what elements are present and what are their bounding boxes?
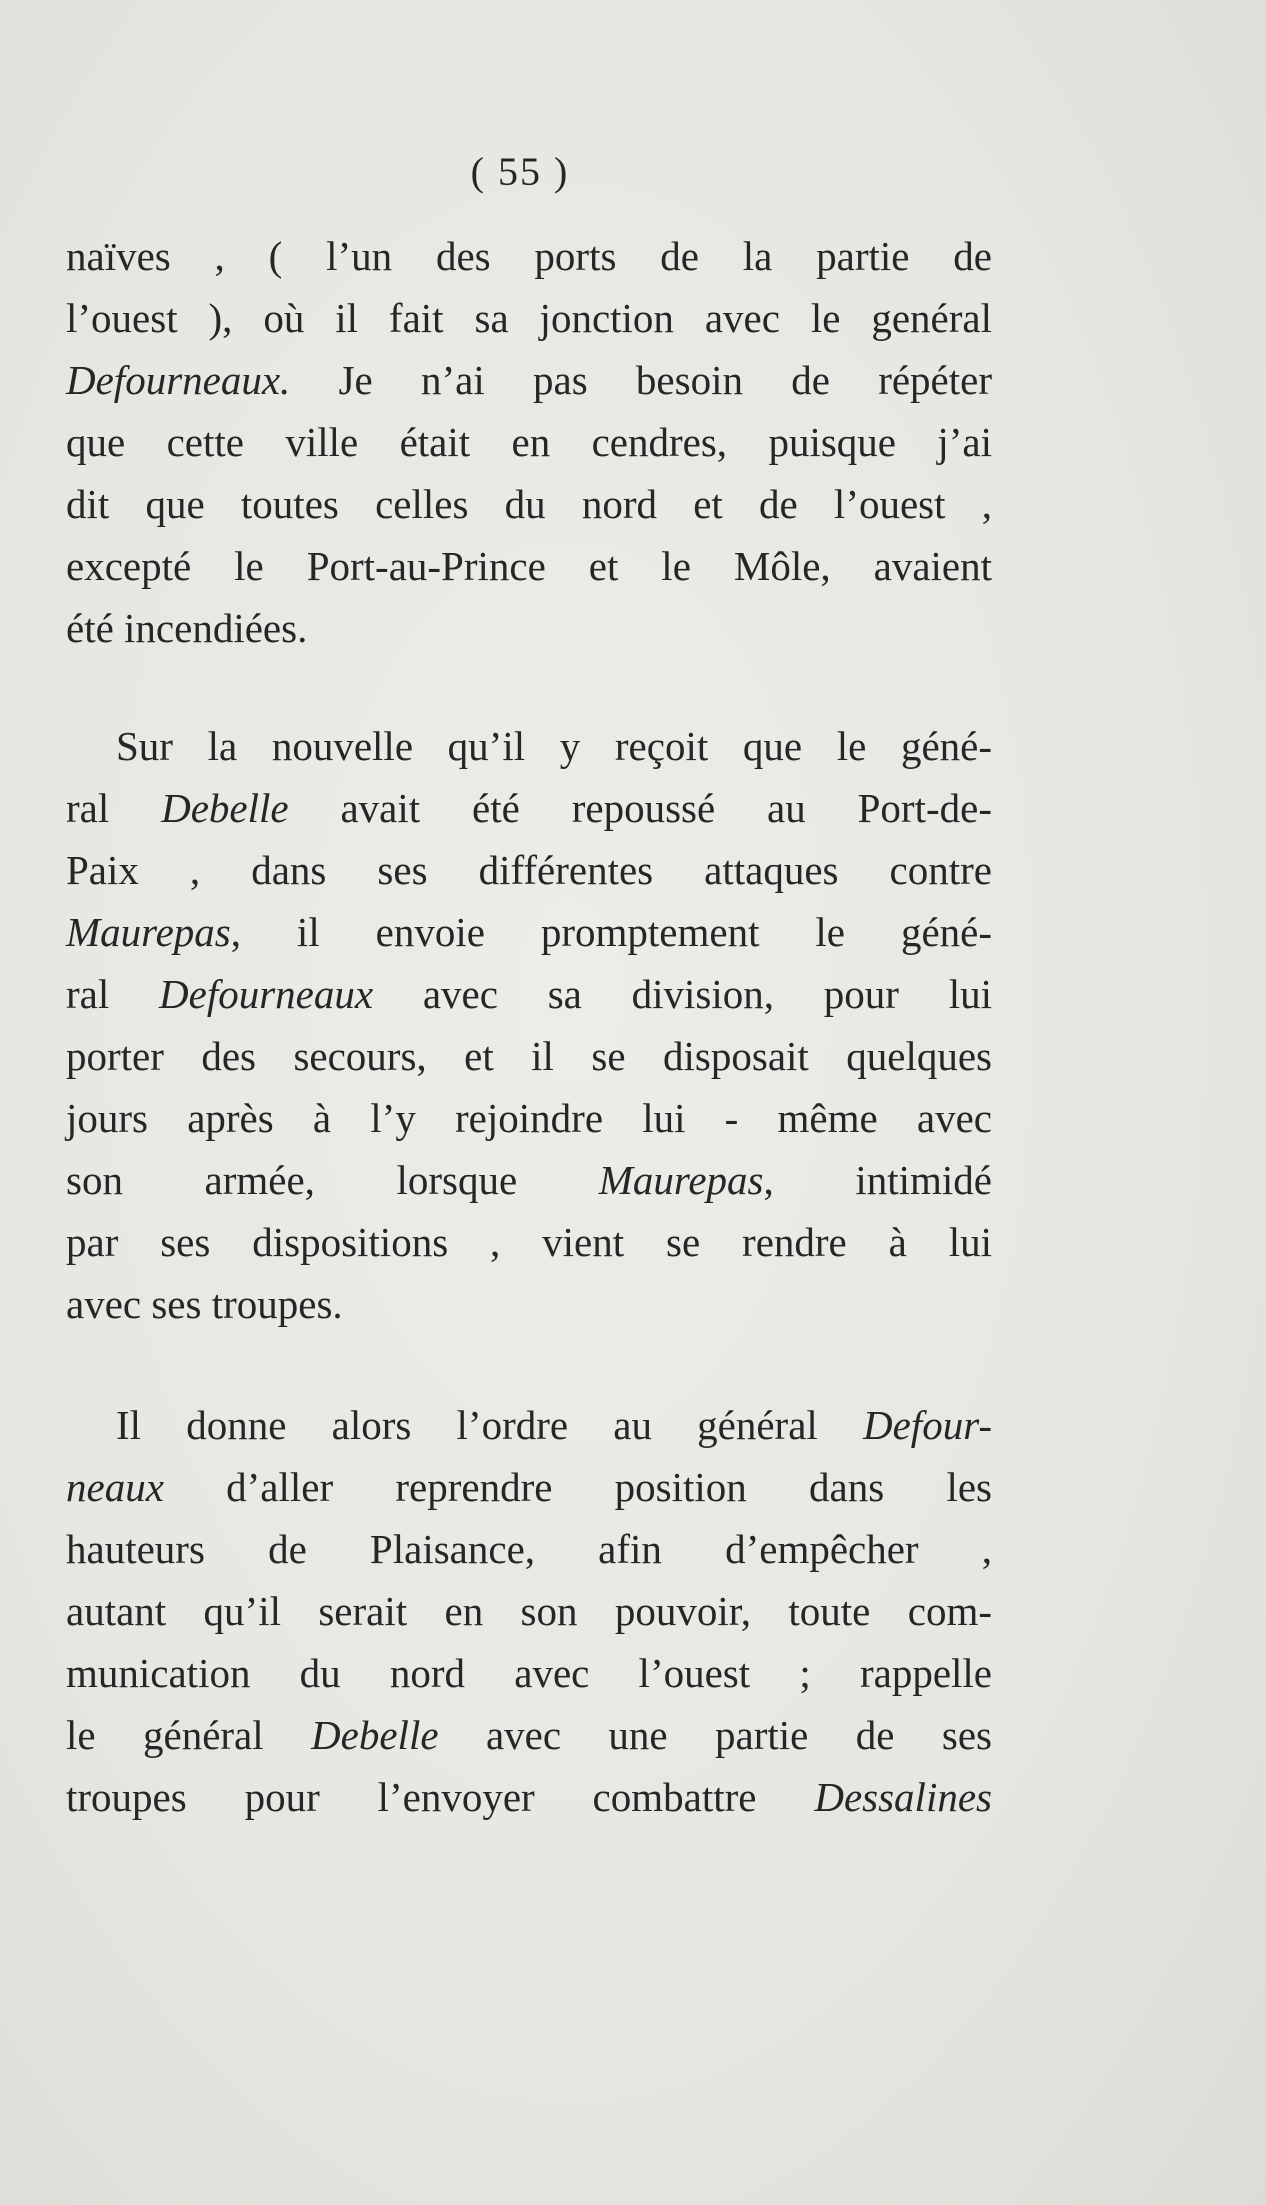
text-segment: avec une partie de ses bbox=[438, 1712, 992, 1758]
text-segment: munication du nord avec l’ouest ; rappelle bbox=[66, 1650, 992, 1696]
text-line bbox=[66, 1025, 992, 1087]
text-line bbox=[66, 1642, 992, 1704]
text-segment: excepté le Port-au-Prince et le Môle, avaient bbox=[66, 543, 992, 589]
page-number: ( 55 ) bbox=[470, 149, 570, 194]
text-segment: porter des secours, et il se disposait quelques bbox=[66, 1033, 992, 1079]
italic-name: Maurepas bbox=[598, 1157, 764, 1203]
text-line bbox=[66, 777, 992, 839]
text-segment: son armée, lorsque bbox=[66, 1157, 599, 1203]
text-segment: été incendiées. bbox=[66, 605, 308, 651]
text-line bbox=[66, 901, 992, 963]
text-line bbox=[66, 473, 992, 535]
text-line bbox=[66, 1580, 992, 1642]
italic-name: neaux bbox=[66, 1464, 164, 1510]
italic-name: Dessalines bbox=[814, 1774, 992, 1820]
text-segment: Sur la nouvelle qu’il y reçoit que le géné- bbox=[116, 723, 992, 769]
text-segment: troupes pour l’envoyer combattre bbox=[66, 1774, 815, 1820]
text-segment: que cette ville était en cendres, puisque j’ai bbox=[66, 419, 992, 465]
text-segment: d’aller reprendre position dans les bbox=[163, 1464, 992, 1510]
text-line bbox=[66, 839, 992, 901]
text-segment: jours après à l’y rejoindre lui - même avec bbox=[66, 1095, 992, 1141]
text-segment: avec ses troupes. bbox=[66, 1281, 343, 1327]
text-segment: naïves , ( l’un des ports de la partie de bbox=[66, 233, 992, 279]
text-segment: le général bbox=[66, 1712, 312, 1758]
text-line bbox=[66, 963, 992, 1025]
text-line bbox=[66, 1394, 992, 1456]
text-line bbox=[66, 411, 992, 473]
text-line bbox=[66, 287, 992, 349]
italic-name: Defour- bbox=[863, 1402, 992, 1448]
text-line bbox=[66, 225, 992, 287]
text-line bbox=[66, 1766, 992, 1828]
italic-name: Defourneaux bbox=[159, 971, 374, 1017]
text-segment: dit que toutes celles du nord et de l’ouest , bbox=[66, 481, 992, 527]
text-line bbox=[66, 1456, 992, 1518]
italic-name: Debelle bbox=[161, 785, 289, 831]
text-segment: Il donne alors l’ordre au général bbox=[116, 1402, 863, 1448]
text-segment: ral bbox=[66, 785, 162, 831]
text-segment: Je n’ai pas besoin de répéter bbox=[290, 357, 992, 403]
text-line bbox=[66, 1704, 992, 1766]
text-line bbox=[66, 535, 992, 597]
text-segment: hauteurs de Plaisance, afin d’empêcher , bbox=[66, 1526, 992, 1572]
text-line bbox=[66, 349, 992, 411]
italic-name: Debelle bbox=[311, 1712, 439, 1758]
text-segment: Paix , dans ses différentes attaques contre bbox=[66, 847, 992, 893]
italic-name: Maurepas bbox=[66, 909, 231, 955]
text-segment: ral bbox=[66, 971, 160, 1017]
text-segment: autant qu’il serait en son pouvoir, toute com- bbox=[66, 1588, 992, 1634]
text-segment: par ses dispositions , vient se rendre à lui bbox=[66, 1219, 992, 1265]
text-line bbox=[66, 1273, 992, 1335]
text-segment: , il envoie promptement le géné- bbox=[230, 909, 992, 955]
text-segment: avec sa division, pour lui bbox=[373, 971, 992, 1017]
text-line bbox=[66, 1211, 992, 1273]
text-line bbox=[66, 1518, 992, 1580]
text-segment: avait été repoussé au Port-de- bbox=[288, 785, 992, 831]
text-line bbox=[66, 715, 992, 777]
italic-name: Defourneaux. bbox=[66, 357, 291, 403]
text-line bbox=[66, 597, 992, 659]
text-segment: , intimidé bbox=[763, 1157, 992, 1203]
text-line bbox=[66, 1087, 992, 1149]
text-segment: l’ouest ), où il fait sa jonction avec le genéral bbox=[66, 295, 992, 341]
text-line bbox=[66, 1149, 992, 1211]
